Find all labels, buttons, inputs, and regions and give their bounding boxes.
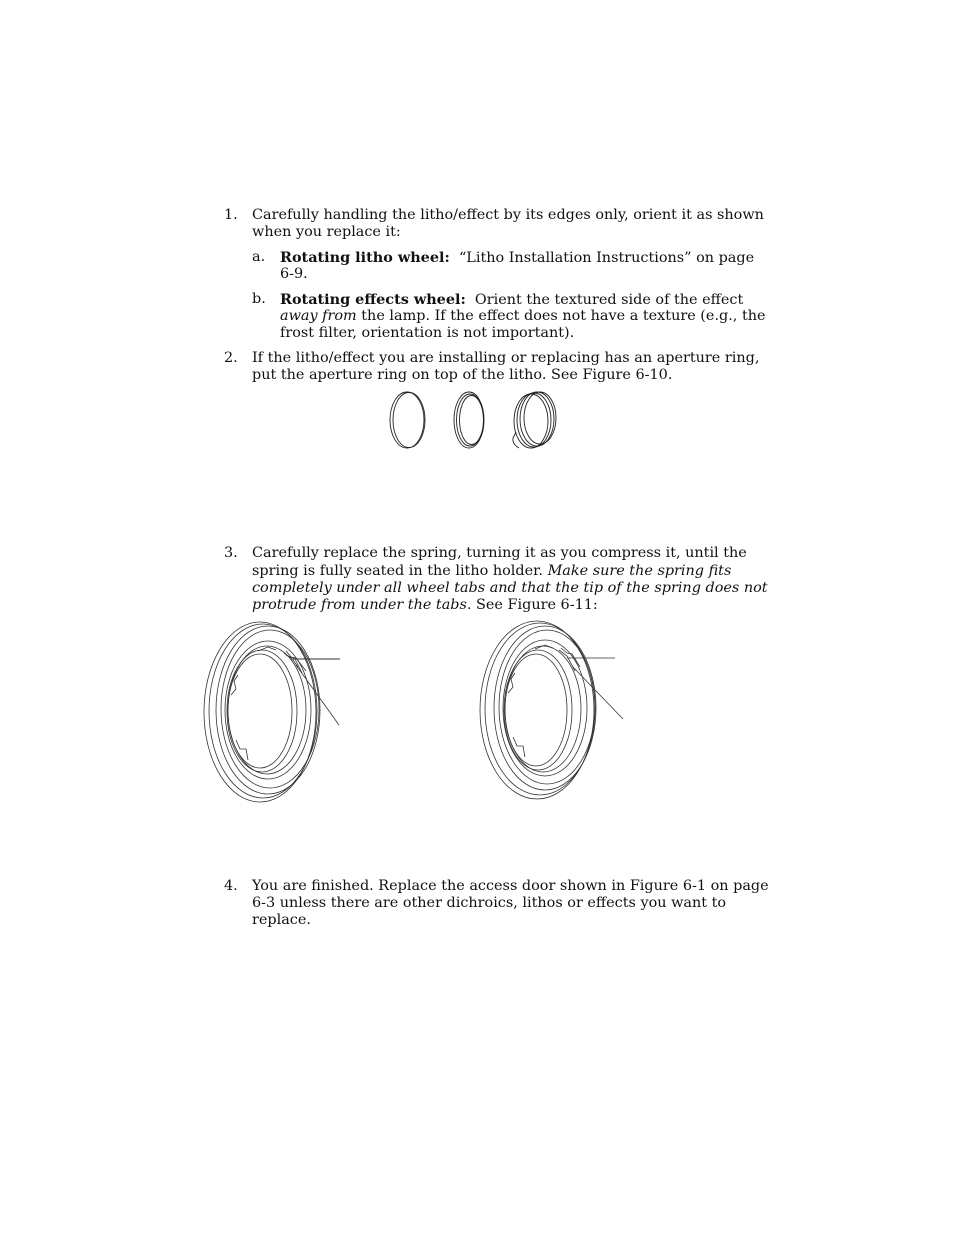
step-1a-letter: a. [252,249,266,265]
step-3-line-4-emphasis: protrude from under the tabs [252,597,467,613]
step-2-line-1: If the litho/effect you are installing or replacing has an aperture ring, [252,350,760,366]
step-1a-line-1 [280,249,770,267]
step-3-number: 3. [224,545,238,561]
step-1-line-2: when you replace it: [252,224,401,240]
step-2-number: 2. [224,350,238,366]
step-3-line-2-emphasis: Make sure the spring fits [547,563,732,579]
step-1-line-1: Carefully handling the litho/effect by its edges only, orient it as shown [252,207,764,223]
step-2-line-2: put the aperture ring on top of the litho. See Figure 6-10. [252,367,673,383]
step-1a-text: “Litho Installation Instructions” on page [458,250,755,266]
step-3-line-3-emphasis: completely under all wheel tabs and that the tip of the spring does not [252,580,768,596]
step-1b-emphasis: away from [280,308,357,324]
aperture-ring-icon [454,392,484,448]
step-3-line-2-plain: spring is fully seated in the litho holder. [252,563,548,579]
step-1a-line-2: 6-9. [280,266,308,282]
step-4-line-1: You are finished. Replace the access door shown in Figure 6-1 on page [252,878,769,894]
step-1b-heading: Rotating effects wheel: [280,291,466,308]
figure-litho-holder-right [475,615,625,807]
step-1b-line-1 [280,291,770,309]
step-4-number: 4. [224,878,238,894]
step-1b-line-2 [280,308,770,325]
step-3-line-4-plain: . See Figure 6-11: [466,597,598,613]
step-1-number: 1. [224,207,238,223]
step-3-line-3 [252,580,772,597]
step-1a-heading: Rotating litho wheel: [280,249,450,266]
step-1b-text: Orient the textured side of the effect [474,292,744,308]
step-3-line-1: Carefully replace the spring, turning it as you compress it, until the [252,545,747,561]
spring-icon [513,392,556,448]
step-1b-letter: b. [252,291,266,307]
figure-litho-holder-left [198,615,348,807]
step-1b-line-3: frost filter, orientation is not important). [280,325,575,341]
litho-disc-icon [390,392,425,448]
step-3-line-2 [252,563,772,580]
step-4-line-3: replace. [252,912,311,928]
step-3-line-4 [252,597,772,614]
step-1b-line-2-rest: the lamp. If the effect does not have a texture (e.g., the [356,308,766,324]
step-4-line-2: 6-3 unless there are other dichroics, lithos or effects you want to [252,895,727,911]
figure-litho-parts [385,388,570,454]
